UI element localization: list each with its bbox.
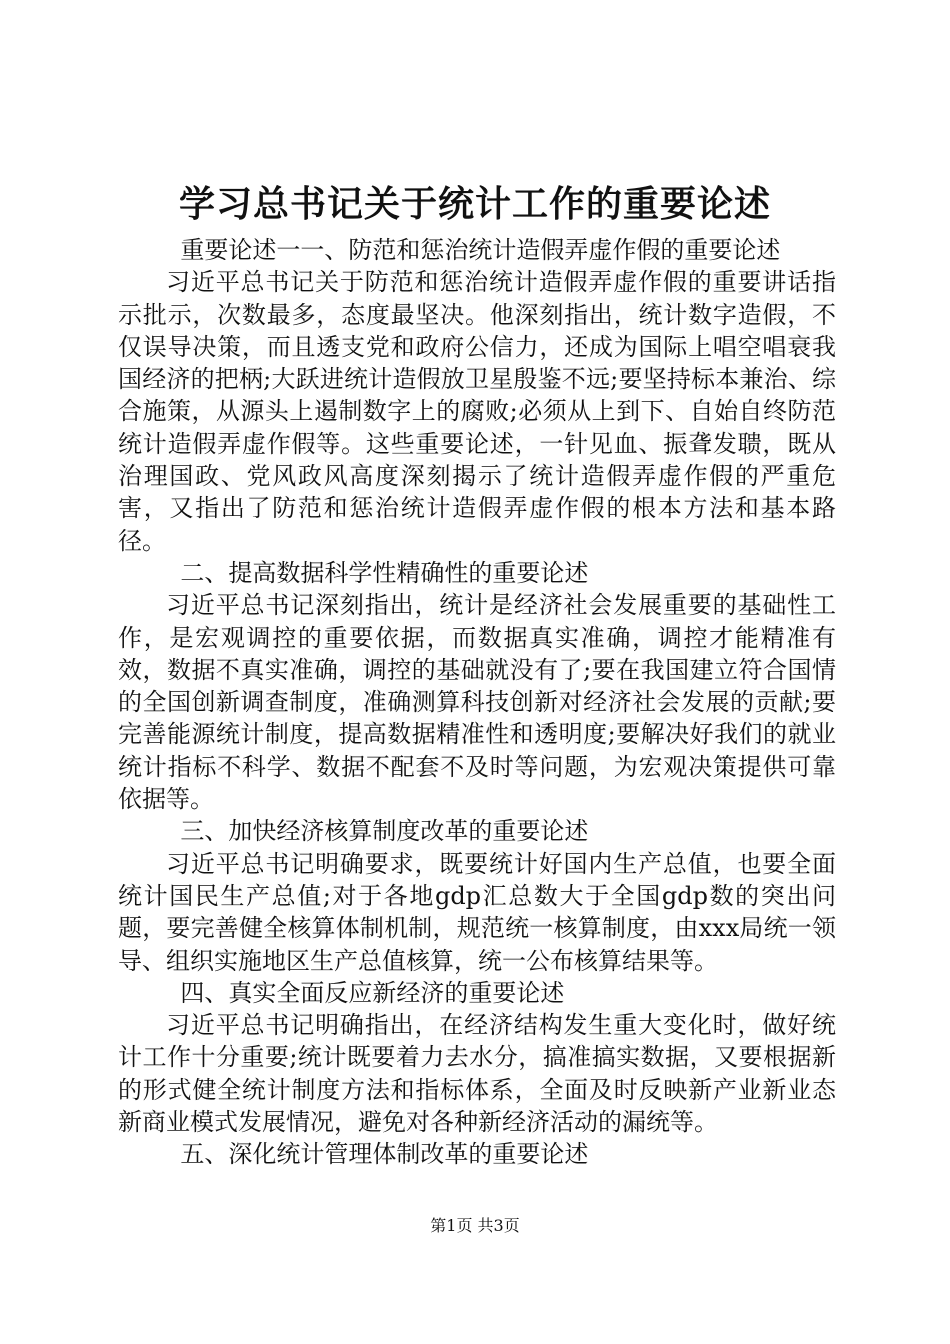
section-1-paragraph: 习近平总书记关于防范和惩治统计造假弄虚作假的重要讲话指示批示，次数最多，态度最坚决。他深刻指出，统计数字造假，不仅误导决策，而且透支党和政府公信力，还成为国际上唱空唱衰我国经济的把柄;大跃进统计造假放卫星殷鉴不远;要坚持标本兼治、综合施策，从源头上遏制数字上的腐败;必须从上到下、自始自终防范统计造假弄虚作假等。这些重要论述，一针见血、振聋发聩，既从治理国政、党风政风高度深刻揭示了统计造假弄虚作假的严重危害，又指出了防范和惩治统计造假弄虚作假的根本方法和基本路径。 [118, 268, 836, 555]
section-4-heading: 四、真实全面反应新经济的重要论述 [180, 978, 565, 1007]
section-4-paragraph: 习近平总书记明确指出，在经济结构发生重大变化时，做好统计工作十分重要;统计既要着力去水分，搞准搞实数据，又要根据新的形式健全统计制度方法和指标体系，全面及时反映新产业新业态新商业模式发展情况，避免对各种新经济活动的漏统等。 [118, 1011, 836, 1137]
document-body [118, 234, 836, 1171]
document-title: 学习总书记关于统计工作的重要论述 [178, 183, 771, 225]
section-3-paragraph: 习近平总书记明确要求，既要统计好国内生产总值，也要全面统计国民生产总值;对于各地gdp汇总数大于全国gdp数的突出问题，要完善健全核算体制机制，规范统一核算制度，由xxx局统一领导、组织实施地区生产总值核算，统一公布核算结果等。 [118, 849, 836, 975]
section-2-heading: 二、提高数据科学性精确性的重要论述 [180, 558, 589, 587]
section-5-heading: 五、深化统计管理体制改革的重要论述 [180, 1140, 589, 1169]
section-1-heading: 重要论述一一、防范和惩治统计造假弄虚作假的重要论述 [180, 236, 781, 264]
page-number-footer: 第1页 共3页 [430, 1216, 520, 1235]
section-2-paragraph: 习近平总书记深刻指出，统计是经济社会发展重要的基础性工作，是宏观调控的重要依据，而数据真实准确，调控才能精准有效，数据不真实准确，调控的基础就没有了;要在我国建立符合国情的全国创新调查制度，准确测算科技创新对经济社会发展的贡献;要完善能源统计制度，提高数据精准性和透明度;要解决好我们的就业统计指标不科学、数据不配套不及时等问题，为宏观决策提供可靠依据等。 [118, 591, 836, 814]
section-3-heading: 三、加快经济核算制度改革的重要论述 [180, 817, 589, 846]
